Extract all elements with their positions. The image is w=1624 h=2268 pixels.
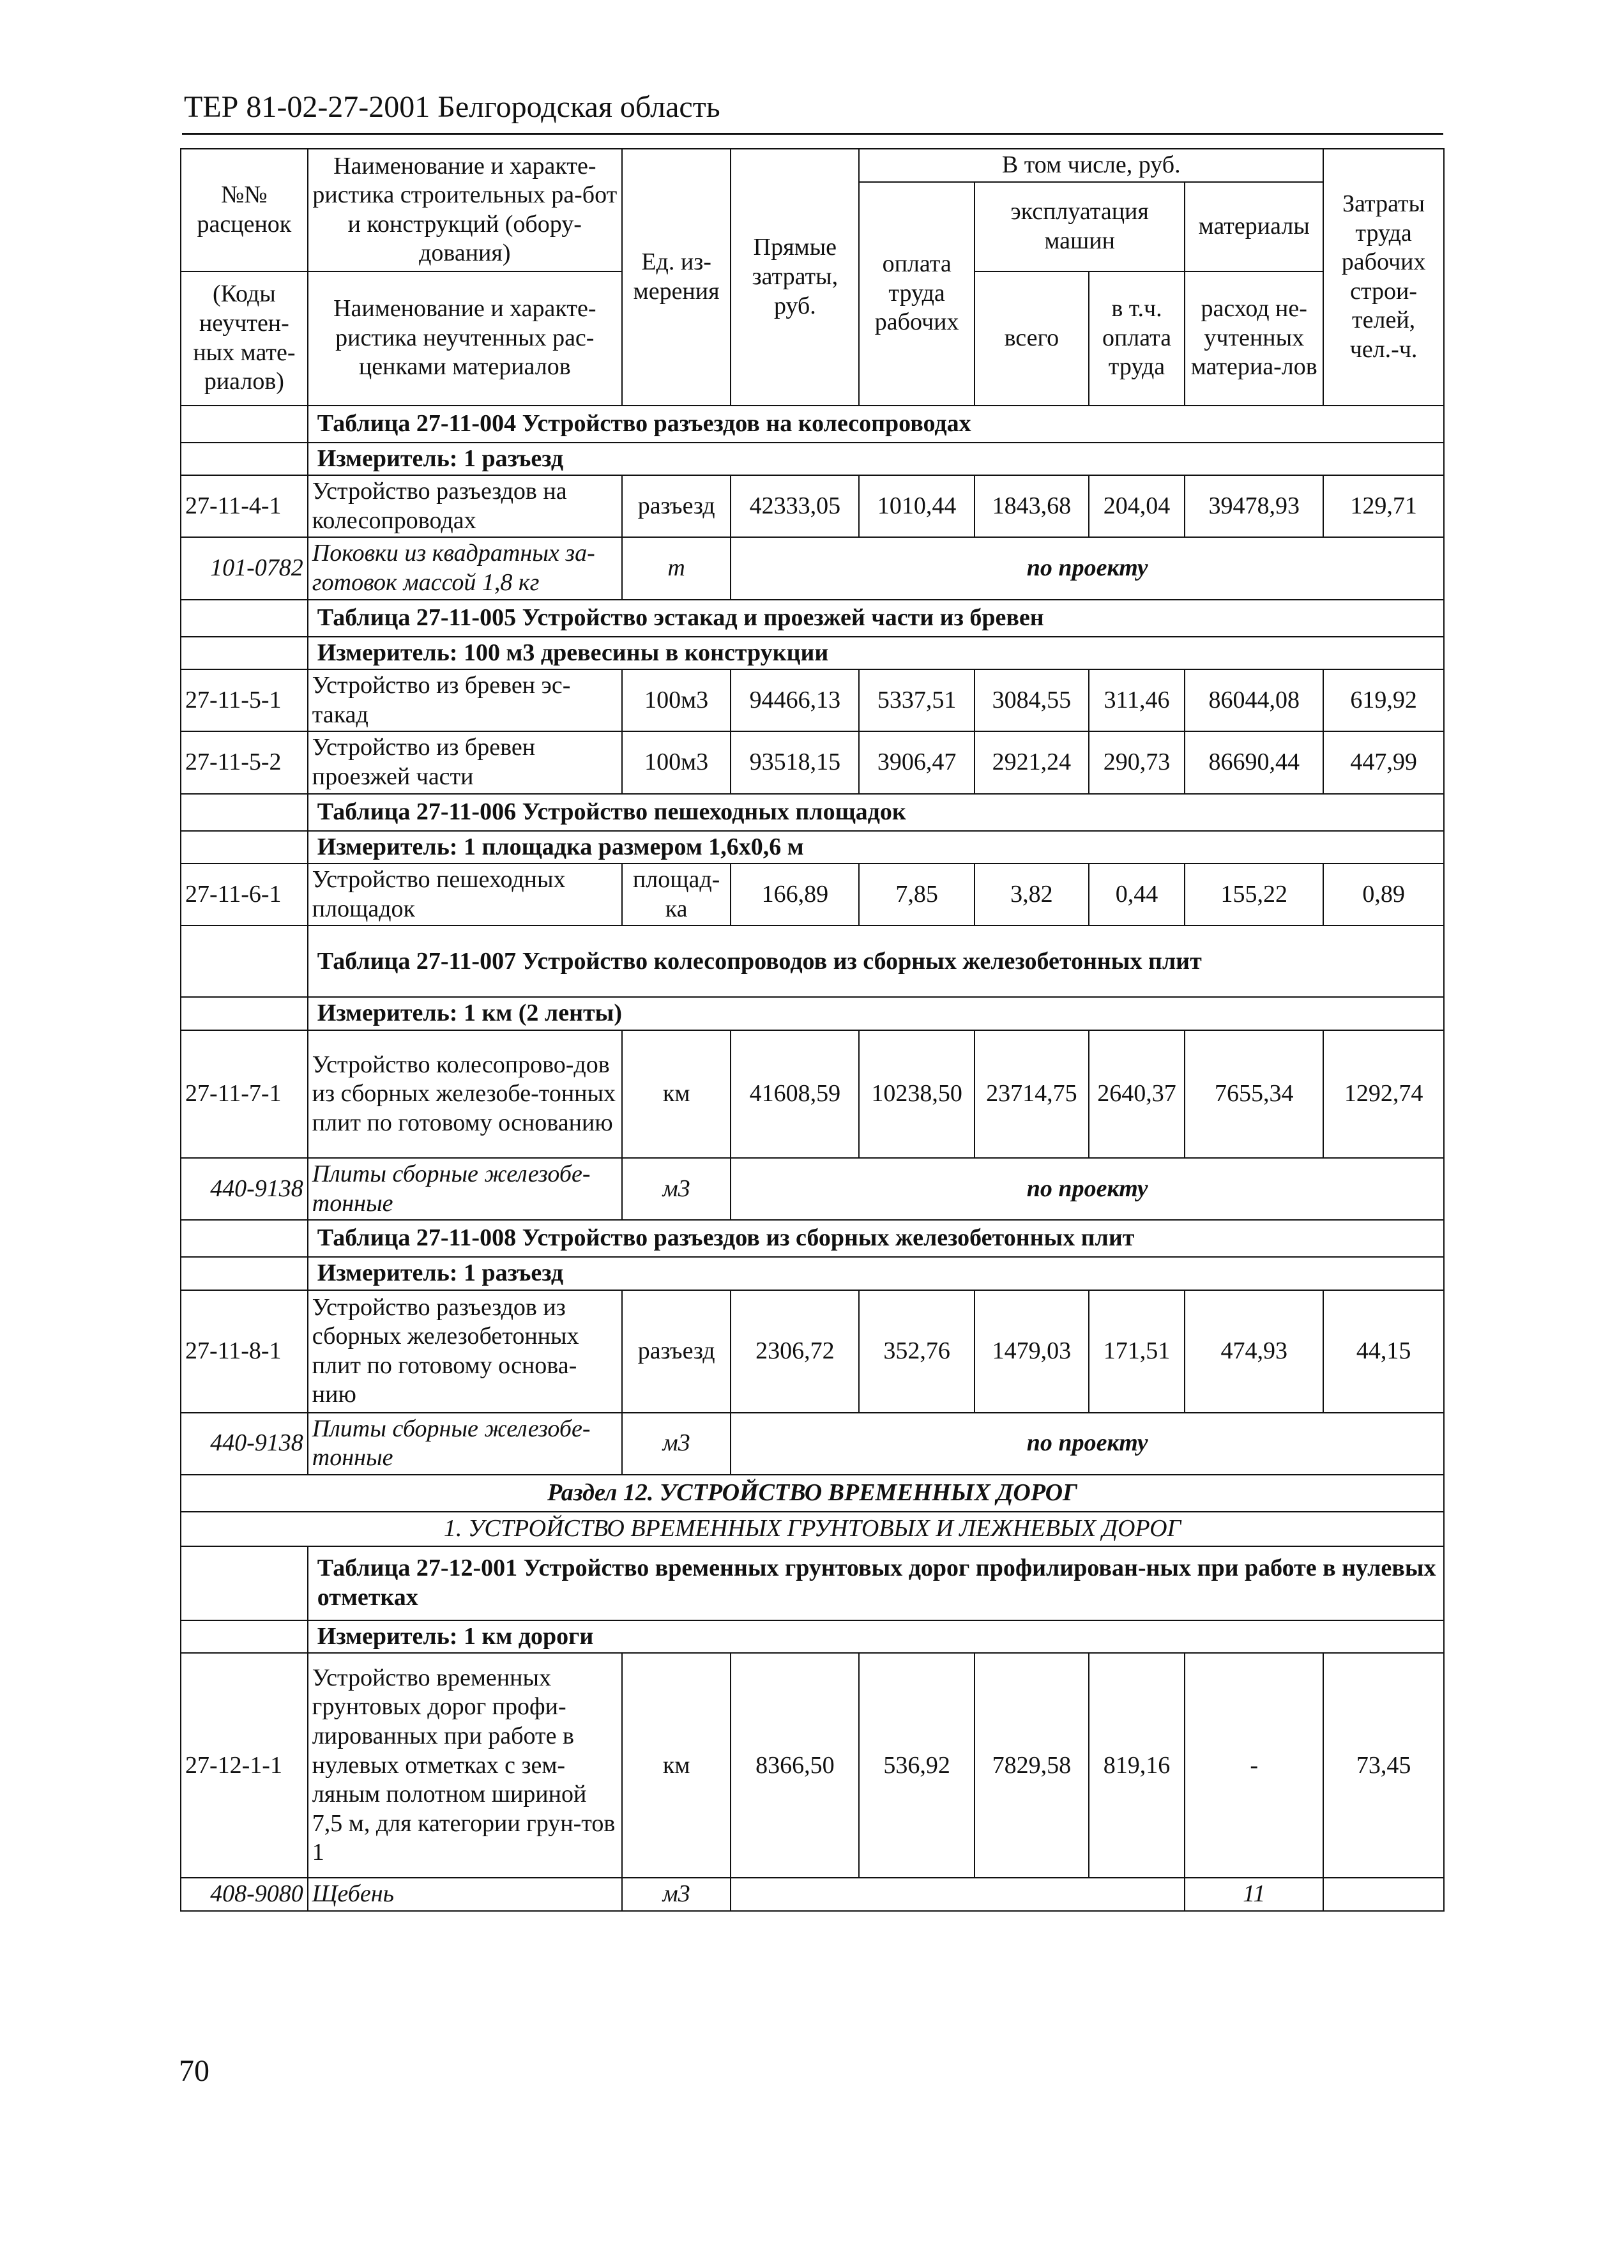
machines-wages: 171,51 xyxy=(1089,1290,1185,1413)
direct-cost: 94466,13 xyxy=(731,669,859,731)
material-value: 11 xyxy=(1185,1878,1323,1911)
rate-unit: площад-ка xyxy=(622,864,731,925)
table-row xyxy=(181,669,1444,731)
col-header-unit: Ед. из-мерения xyxy=(622,149,731,406)
col-header-direct: Прямые затраты, руб. xyxy=(731,149,859,406)
col-header-code: №№ расценок xyxy=(181,149,308,271)
material-empty-cell xyxy=(1323,1878,1444,1911)
material-unit: м3 xyxy=(622,1878,731,1911)
table-row xyxy=(181,1030,1444,1158)
materials-cost: 155,22 xyxy=(1185,864,1323,925)
machines-cost: 1479,03 xyxy=(975,1290,1089,1413)
direct-cost: 41608,59 xyxy=(731,1030,859,1158)
col-header-materials: материалы xyxy=(1185,182,1323,271)
rate-unit: км xyxy=(622,1653,731,1878)
col-header-machines: эксплуатация машин xyxy=(975,182,1185,271)
labor-cost: 619,92 xyxy=(1323,669,1444,731)
table-title: Таблица 27-11-005 Устройство эстакад и проезжей части из бревен xyxy=(308,600,1444,637)
machines-cost: 7829,58 xyxy=(975,1653,1089,1878)
direct-cost: 2306,72 xyxy=(731,1290,859,1413)
rate-name: Устройство из бревен проезжей части xyxy=(308,731,622,793)
measure-label: Измеритель: 1 км дороги xyxy=(308,1620,1444,1654)
measure-row xyxy=(181,637,1444,670)
running-header: ТЕР 81-02-27-2001 Белгородская область xyxy=(184,90,720,124)
rate-name: Устройство колесопрово-дов из сборных железобе-тонных плит по готовому основанию xyxy=(308,1030,622,1158)
table-title: Таблица 27-11-008 Устройство разъездов из сборных железобетонных плит xyxy=(308,1220,1444,1257)
rate-name: Устройство разъездов на колесопроводах xyxy=(308,475,622,537)
materials-cost: 86044,08 xyxy=(1185,669,1323,731)
measure-row xyxy=(181,1257,1444,1290)
machines-cost: 3084,55 xyxy=(975,669,1089,731)
machines-cost: 2921,24 xyxy=(975,731,1089,793)
machines-wages: 204,04 xyxy=(1089,475,1185,537)
table-title-row xyxy=(181,1220,1444,1257)
table-title: Таблица 27-11-004 Устройство разъездов на колесопроводах xyxy=(308,406,1444,443)
material-unit: м3 xyxy=(622,1158,731,1220)
material-code: 101-0782 xyxy=(181,537,308,599)
subsection-row xyxy=(181,1512,1444,1546)
machines-wages: 290,73 xyxy=(1089,731,1185,793)
labor-cost: 447,99 xyxy=(1323,731,1444,793)
material-code: 440-9138 xyxy=(181,1413,308,1475)
rate-code: 27-11-7-1 xyxy=(181,1030,308,1158)
table-title-row xyxy=(181,600,1444,637)
measure-row xyxy=(181,1620,1444,1654)
measure-row xyxy=(181,443,1444,476)
col-header-machines-total: всего xyxy=(975,271,1089,406)
table-title: Таблица 27-12-001 Устройство временных грунтовых дорог профилирован-ных при работе в нулевых отметках xyxy=(308,1546,1444,1620)
measure-label: Измеритель: 100 м3 древесины в конструкции xyxy=(308,637,1444,670)
material-code: 408-9080 xyxy=(181,1878,308,1911)
table-row xyxy=(181,864,1444,925)
wages-cost: 10238,50 xyxy=(859,1030,975,1158)
col-header-wages: оплата труда рабочих xyxy=(859,182,975,406)
table-title-row xyxy=(181,1546,1444,1620)
table-row xyxy=(181,1290,1444,1413)
rate-name: Устройство временных грунтовых дорог профи-лированных при работе в нулевых отметках с зем-ляным полотном шириной 7,5 м, для категории грун-тов 1 xyxy=(308,1653,622,1878)
table-title-row xyxy=(181,925,1444,997)
machines-wages: 2640,37 xyxy=(1089,1030,1185,1158)
material-row xyxy=(181,1413,1444,1475)
material-unit: т xyxy=(622,537,731,599)
machines-wages: 311,46 xyxy=(1089,669,1185,731)
subsection-title: 1. УСТРОЙСТВО ВРЕМЕННЫХ ГРУНТОВЫХ И ЛЕЖНЕВЫХ ДОРОГ xyxy=(181,1512,1444,1546)
rate-code: 27-11-8-1 xyxy=(181,1290,308,1413)
measure-row xyxy=(181,831,1444,864)
material-name: Плиты сборные железобе-тонные xyxy=(308,1413,622,1475)
material-row xyxy=(181,1158,1444,1220)
col-header-code-unrecorded: (Коды неучтен-ных мате-риалов) xyxy=(181,271,308,406)
rate-name: Устройство из бревен эс-такад xyxy=(308,669,622,731)
rate-unit: 100м3 xyxy=(622,731,731,793)
wages-cost: 352,76 xyxy=(859,1290,975,1413)
material-name: Плиты сборные железобе-тонные xyxy=(308,1158,622,1220)
wages-cost: 7,85 xyxy=(859,864,975,925)
rate-code: 27-11-5-1 xyxy=(181,669,308,731)
material-name: Поковки из квадратных за-готовок массой 1,8 кг xyxy=(308,537,622,599)
rate-unit: км xyxy=(622,1030,731,1158)
section-title: Раздел 12. УСТРОЙСТВО ВРЕМЕННЫХ ДОРОГ xyxy=(181,1475,1444,1512)
col-header-machines-wages: в т.ч. оплата труда xyxy=(1089,271,1185,406)
labor-cost: 73,45 xyxy=(1323,1653,1444,1878)
table-row xyxy=(181,731,1444,793)
direct-cost: 166,89 xyxy=(731,864,859,925)
rate-unit: разъезд xyxy=(622,1290,731,1413)
col-header-name: Наименование и характе-ристика строительных ра-бот и конструкций (обору-дования) xyxy=(308,149,622,271)
machines-cost: 3,82 xyxy=(975,864,1089,925)
direct-cost: 8366,50 xyxy=(731,1653,859,1878)
wages-cost: 5337,51 xyxy=(859,669,975,731)
header-rule xyxy=(182,133,1443,135)
labor-cost: 1292,74 xyxy=(1323,1030,1444,1158)
machines-wages: 0,44 xyxy=(1089,864,1185,925)
table-row xyxy=(181,475,1444,537)
section-row xyxy=(181,1475,1444,1512)
material-empty-cell xyxy=(731,1878,1185,1911)
measure-row xyxy=(181,997,1444,1030)
material-row xyxy=(181,537,1444,599)
material-row xyxy=(181,1878,1444,1911)
labor-cost: 0,89 xyxy=(1323,864,1444,925)
direct-cost: 93518,15 xyxy=(731,731,859,793)
machines-cost: 23714,75 xyxy=(975,1030,1089,1158)
wages-cost: 536,92 xyxy=(859,1653,975,1878)
measure-label: Измеритель: 1 км (2 ленты) xyxy=(308,997,1444,1030)
material-value: по проекту xyxy=(731,537,1444,599)
measure-label: Измеритель: 1 разъезд xyxy=(308,443,1444,476)
direct-cost: 42333,05 xyxy=(731,475,859,537)
page-number: 70 xyxy=(179,2054,209,2088)
rate-code: 27-11-4-1 xyxy=(181,475,308,537)
rate-code: 27-11-5-2 xyxy=(181,731,308,793)
col-header-labor: Затраты труда рабочих строи-телей, чел.-ч. xyxy=(1323,149,1444,406)
rate-name: Устройство разъездов из сборных железобетонных плит по готовому основа-нию xyxy=(308,1290,622,1413)
table-title: Таблица 27-11-007 Устройство колесопроводов из сборных железобетонных плит xyxy=(308,925,1444,997)
materials-cost: 474,93 xyxy=(1185,1290,1323,1413)
materials-cost: 86690,44 xyxy=(1185,731,1323,793)
table-title-row xyxy=(181,406,1444,443)
material-name: Щебень xyxy=(308,1878,622,1911)
table-title: Таблица 27-11-006 Устройство пешеходных площадок xyxy=(308,794,1444,831)
rate-code: 27-12-1-1 xyxy=(181,1653,308,1878)
labor-cost: 129,71 xyxy=(1323,475,1444,537)
materials-cost: 7655,34 xyxy=(1185,1030,1323,1158)
col-header-name-unrecorded: Наименование и характе-ристика неучтенных рас-ценками материалов xyxy=(308,271,622,406)
material-unit: м3 xyxy=(622,1413,731,1475)
materials-cost: - xyxy=(1185,1653,1323,1878)
table-title-row xyxy=(181,794,1444,831)
wages-cost: 1010,44 xyxy=(859,475,975,537)
material-code: 440-9138 xyxy=(181,1158,308,1220)
material-value: по проекту xyxy=(731,1158,1444,1220)
labor-cost: 44,15 xyxy=(1323,1290,1444,1413)
machines-wages: 819,16 xyxy=(1089,1653,1185,1878)
table-row xyxy=(181,1653,1444,1878)
measure-label: Измеритель: 1 площадка размером 1,6х0,6 м xyxy=(308,831,1444,864)
machines-cost: 1843,68 xyxy=(975,475,1089,537)
measure-label: Измеритель: 1 разъезд xyxy=(308,1257,1444,1290)
rate-name: Устройство пешеходных площадок xyxy=(308,864,622,925)
wages-cost: 3906,47 xyxy=(859,731,975,793)
col-header-materials-unrecorded: расход не-учтенных материа-лов xyxy=(1185,271,1323,406)
material-value: по проекту xyxy=(731,1413,1444,1475)
col-header-including: В том числе, руб. xyxy=(859,149,1323,182)
rate-unit: 100м3 xyxy=(622,669,731,731)
rate-unit: разъезд xyxy=(622,475,731,537)
materials-cost: 39478,93 xyxy=(1185,475,1323,537)
rate-code: 27-11-6-1 xyxy=(181,864,308,925)
price-table xyxy=(180,148,1445,1912)
